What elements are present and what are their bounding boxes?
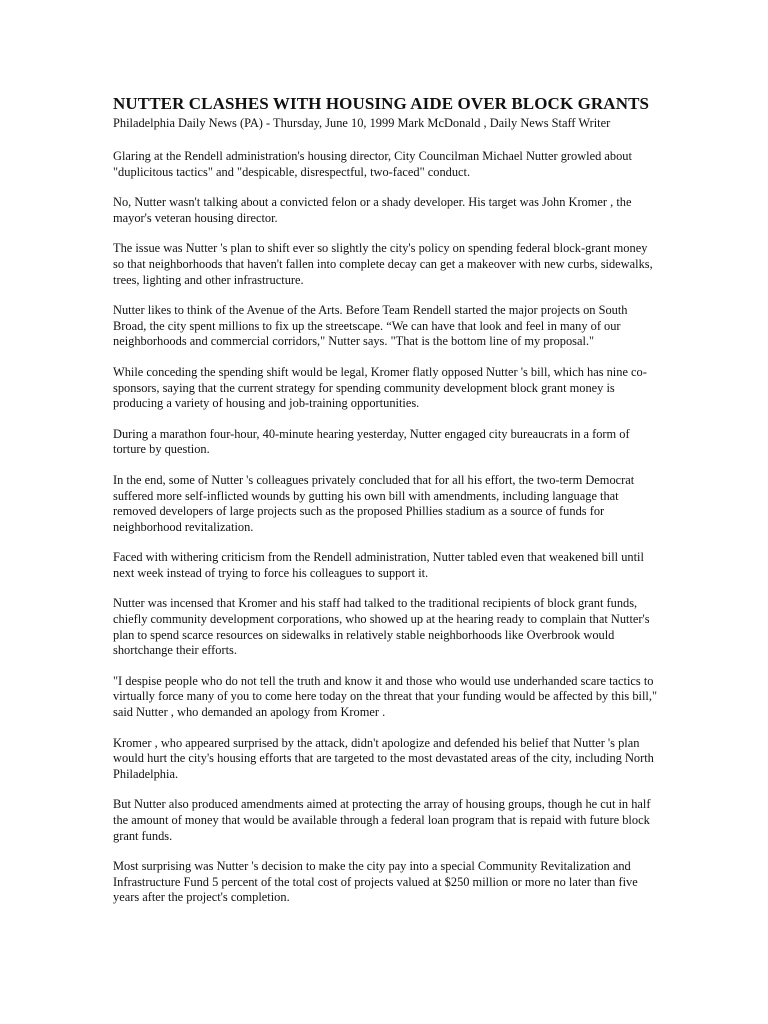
article-paragraph: Kromer , who appeared surprised by the attack, didn't apologize and defended his belief that Nutter 's plan would hurt the city's housing efforts that are targeted to the most devastated areas of the city, including North Philadelphia. [113,735,654,781]
article-paragraph: While conceding the spending shift would be legal, Kromer flatly opposed Nutter 's bill, which has nine co-sponsors, saying that the current strategy for spending community development block grant money is producing a variety of housing and job-training opportunities. [113,364,647,411]
article-paragraph: Most surprising was Nutter 's decision to make the city pay into a special Community Revitalization and Infrastructure Fund 5 percent of the total cost of projects valued at $250 million or more no later than five years after the project's completion. [113,859,638,905]
article [113,93,658,921]
article-paragraph: Faced with withering criticism from the Rendell administration, Nutter tabled even that weakened bill until next week instead of trying to force his colleagues to support it. [113,550,644,580]
article-paragraph: No, Nutter wasn't talking about a convicted felon or a shady developer. His target was John Kromer , the mayor's veteran housing director. [113,195,632,225]
article-paragraph: "I despise people who do not tell the truth and know it and those who would use underhanded scare tactics to virtually force many of you to come here today on the threat that your funding would be affected by this bill," said Nutter , who demanded an apology from Kromer . [113,673,658,720]
article-paragraph: The issue was Nutter 's plan to shift ever so slightly the city's policy on spending federal block-grant money so that neighborhoods that haven't fallen into complete decay can get a makeover with new curbs, sidewalks, trees, lighting and other infrastructure. [113,241,653,287]
article-headline: NUTTER CLASHES WITH HOUSING AIDE OVER BLOCK GRANTS [113,94,650,113]
article-paragraph: During a marathon four-hour, 40-minute hearing yesterday, Nutter engaged city bureaucrats in a form of torture by question. [113,426,630,457]
article-byline: Philadelphia Daily News (PA) - Thursday, June 10, 1999 Mark McDonald , Daily News Staff Writer [113,116,611,130]
article-paragraph: But Nutter also produced amendments aimed at protecting the array of housing groups, though he cut in half the amount of money that would be available through a federal loan program that is repaid with future block grant funds. [113,797,651,843]
article-paragraph: Glaring at the Rendell administration's housing director, City Councilman Michael Nutter growled about "duplicitous tactics" and "despicable, disrespectful, two-faced" conduct. [113,149,632,179]
article-paragraph: In the end, some of Nutter 's colleagues privately concluded that for all his effort, the two-term Democrat suffered more self-inflicted wounds by gutting his own bill with amendments, including language that removed developers of large projects such as the proposed Phillies stadium as a source of funds for neighborhood revitalization. [113,472,635,534]
article-paragraph: Nutter likes to think of the Avenue of the Arts. Before Team Rendell started the major projects on South Broad, the city spent millions to fix up the streetscape. “We can have that look and feel in many of our neighborhoods and commercial corridors," Nutter says. "That is the bottom line of my proposal." [113,303,628,349]
article-paragraph: Nutter was incensed that Kromer and his staff had talked to the traditional recipients of block grant funds, chiefly community development corporations, who showed up at the hearing ready to complain that Nutter's plan to spend scarce resources on sidewalks in relatively stable neighborhoods like Overbrook would shortchange their efforts. [113,596,650,658]
